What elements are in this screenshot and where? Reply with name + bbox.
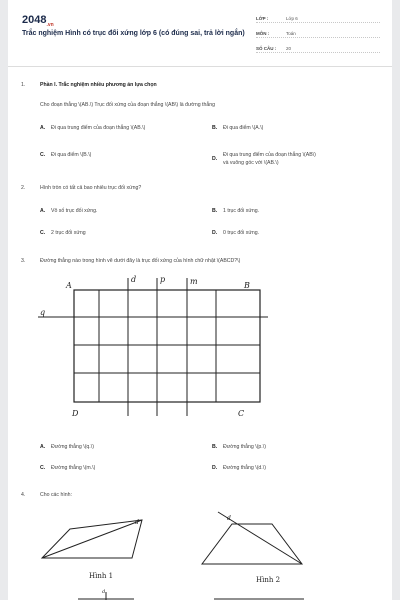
label-line-d: d — [131, 275, 137, 284]
option-letter: C. — [40, 230, 46, 236]
q4-figures — [34, 508, 374, 600]
q4-number: 4. — [21, 492, 26, 498]
option-text: Vô số trục đối xứng. — [51, 208, 98, 214]
q1-part-heading: Phần I. Trắc nghiệm nhiều phương án lựa chọn — [40, 82, 157, 88]
option-letter: D. — [212, 230, 218, 236]
option-text: Đi qua điểm \(B.\) — [51, 152, 92, 158]
grid-lines — [38, 278, 268, 416]
option-text: Đi qua điểm \(A.\) — [223, 125, 264, 131]
q1-stem: Cho đoạn thẳng \(AB.\) Trục đối xứng của đoạn thẳng \(AB\) là đường thẳng — [40, 102, 216, 108]
q1-number: 1. — [21, 82, 26, 88]
header-divider — [8, 66, 392, 67]
label-vertex-a: A — [66, 281, 72, 290]
figure-2-trapezoid — [202, 512, 302, 564]
label-line-m: m — [190, 277, 198, 286]
label-line-p: p — [160, 275, 166, 284]
label-vertex-c: C — [238, 409, 245, 418]
fig1-caption: Hình 1 — [89, 572, 114, 580]
option-text-line1: Đi qua trung điểm của đoạn thẳng \(AB\) — [223, 152, 316, 158]
trapezoid-shape — [202, 524, 302, 564]
option-text: 1 trục đối xứng. — [223, 208, 260, 214]
option-letter: D. — [212, 465, 218, 471]
option-letter: A. — [40, 125, 46, 131]
label-vertex-d: D — [72, 409, 79, 418]
option-text: Đường thẳng \(d.\) — [223, 465, 266, 471]
option-letter: B. — [212, 208, 218, 214]
option-text: 2 trục đối xứng — [51, 230, 86, 236]
option-text — [223, 151, 373, 167]
meta-socau-label: SỐ CÂU : — [256, 46, 277, 51]
meta-mon-value: Toán — [286, 31, 296, 36]
label-line-q: q — [40, 308, 46, 317]
option-letter: C. — [40, 152, 46, 158]
figure-1-parallelogram — [42, 520, 142, 558]
option-text: Đường thẳng \(q.\) — [51, 444, 94, 450]
page-title: Trắc nghiệm Hình có trục đối xứng lớp 6 (có đúng sai, trả lời ngắn) — [22, 30, 245, 37]
site-logo[interactable] — [22, 14, 54, 28]
rectangle-abcd — [74, 290, 260, 402]
option-letter: B. — [212, 125, 218, 131]
option-text: Đường thẳng \(p.\) — [223, 444, 266, 450]
option-text-line2: và vuông góc với \(AB.\) — [223, 160, 279, 166]
q3-stem: Đường thẳng nào trong hình vẽ dưới đây là trục đối xứng của hình chữ nhật \(ABCD?\) — [40, 258, 241, 264]
option-letter: D. — [212, 156, 218, 162]
fig2-caption: Hình 2 — [256, 576, 281, 584]
meta-socau — [256, 45, 380, 53]
option-text: 0 trục đối xứng. — [223, 230, 260, 236]
meta-lop-label: LỚP : — [256, 16, 269, 21]
meta-lop-value: Lớp 6 — [286, 16, 298, 21]
meta-socau-value: 20 — [286, 46, 292, 51]
option-letter: B. — [212, 444, 218, 450]
q4-stem: Cho các hình: — [40, 492, 73, 498]
figure-3-partial — [78, 592, 304, 600]
q2-stem: Hình tròn có tất cả bao nhiêu trục đối xứng? — [40, 185, 142, 191]
label-vertex-b: B — [244, 281, 250, 290]
option-letter: A. — [40, 208, 46, 214]
logo-text: 2048 — [22, 14, 47, 26]
meta-mon — [256, 30, 380, 38]
option-letter: A. — [40, 444, 46, 450]
q3-number: 3. — [21, 258, 26, 264]
rectangle-symmetry-figure — [30, 270, 270, 430]
meta-lop — [256, 15, 380, 23]
diagonal-d — [42, 520, 142, 558]
q2-number: 2. — [21, 185, 26, 191]
option-text: Đi qua trung điểm của đoạn thẳng \(AB.\) — [51, 125, 146, 131]
logo-suffix: .vn — [46, 22, 54, 29]
fig3-label-d: d — [102, 589, 106, 595]
document-page — [8, 0, 392, 600]
fig2-label-d: d — [227, 515, 231, 522]
option-letter: C. — [40, 465, 46, 471]
fig1-label-d: d — [135, 519, 139, 526]
option-text: Đường thẳng \(m.\) — [51, 465, 96, 471]
meta-mon-label: MÔN : — [256, 31, 270, 36]
